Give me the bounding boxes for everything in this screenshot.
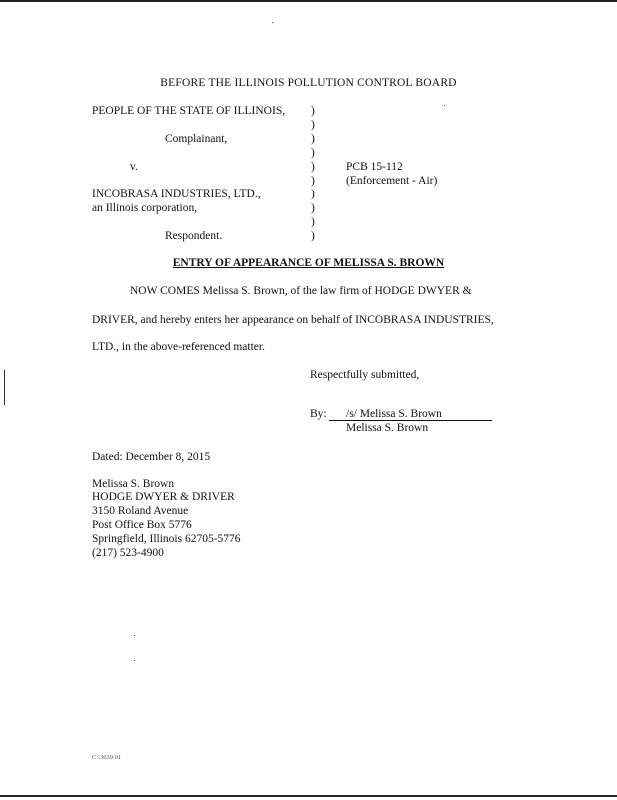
body-line-3: LTD., in the above-referenced matter. bbox=[92, 341, 265, 353]
signer-printed-name: Melissa S. Brown bbox=[346, 422, 429, 434]
contact-name: Melissa S. Brown bbox=[92, 478, 175, 490]
closing: Respectfully submitted, bbox=[310, 369, 420, 381]
caption-paren: ) bbox=[311, 119, 315, 131]
footer-document-code: C:\3639.01 bbox=[92, 754, 122, 761]
contact-street: 3150 Roland Avenue bbox=[92, 505, 189, 517]
case-number: PCB 15-112 bbox=[346, 161, 403, 173]
case-type: (Enforcement - Air) bbox=[346, 175, 438, 187]
scan-left-mark bbox=[4, 370, 5, 405]
caption-paren: ) bbox=[311, 105, 315, 117]
caption-paren: ) bbox=[311, 147, 315, 159]
contact-po-box: Post Office Box 5776 bbox=[92, 519, 192, 531]
scan-speck bbox=[444, 105, 445, 106]
by-label: By: bbox=[310, 408, 327, 420]
contact-phone: (217) 523-4900 bbox=[92, 547, 164, 559]
caption-defendant-role: Respondent. bbox=[165, 230, 223, 242]
contact-city: Springfield, Illinois 62705-5776 bbox=[92, 533, 241, 545]
scan-top-edge bbox=[0, 0, 617, 2]
caption-versus: v. bbox=[130, 161, 138, 173]
contact-firm: HODGE DWYER & DRIVER bbox=[92, 491, 235, 503]
caption-plaintiff: PEOPLE OF THE STATE OF ILLINOIS, bbox=[92, 105, 286, 117]
scan-speck bbox=[272, 22, 273, 23]
caption-paren: ) bbox=[311, 175, 315, 187]
caption-defendant: INCOBRASA INDUSTRIES, LTD., bbox=[92, 188, 261, 200]
scan-speck bbox=[134, 635, 135, 636]
caption-paren: ) bbox=[311, 133, 315, 145]
scan-bottom-edge bbox=[0, 795, 617, 797]
caption-paren: ) bbox=[311, 161, 315, 173]
board-heading: BEFORE THE ILLINOIS POLLUTION CONTROL BOARD bbox=[160, 77, 457, 89]
document-title: ENTRY OF APPEARANCE OF MELISSA S. BROWN bbox=[172, 257, 445, 269]
body-line-2: DRIVER, and hereby enters her appearance on behalf of INCOBRASA INDUSTRIES, bbox=[92, 314, 494, 326]
caption-paren: ) bbox=[311, 202, 315, 214]
caption-defendant-description: an Illinois corporation, bbox=[92, 202, 198, 214]
electronic-signature: /s/ Melissa S. Brown bbox=[346, 408, 442, 420]
caption-plaintiff-role: Complainant, bbox=[165, 133, 228, 145]
caption-paren: ) bbox=[311, 230, 315, 242]
body-line-1: NOW COMES Melissa S. Brown, of the law firm of HODGE DWYER & bbox=[130, 285, 472, 297]
caption-paren: ) bbox=[311, 216, 315, 228]
caption-paren: ) bbox=[311, 188, 315, 200]
dated-line: Dated: December 8, 2015 bbox=[92, 451, 211, 463]
scan-speck bbox=[134, 660, 135, 661]
